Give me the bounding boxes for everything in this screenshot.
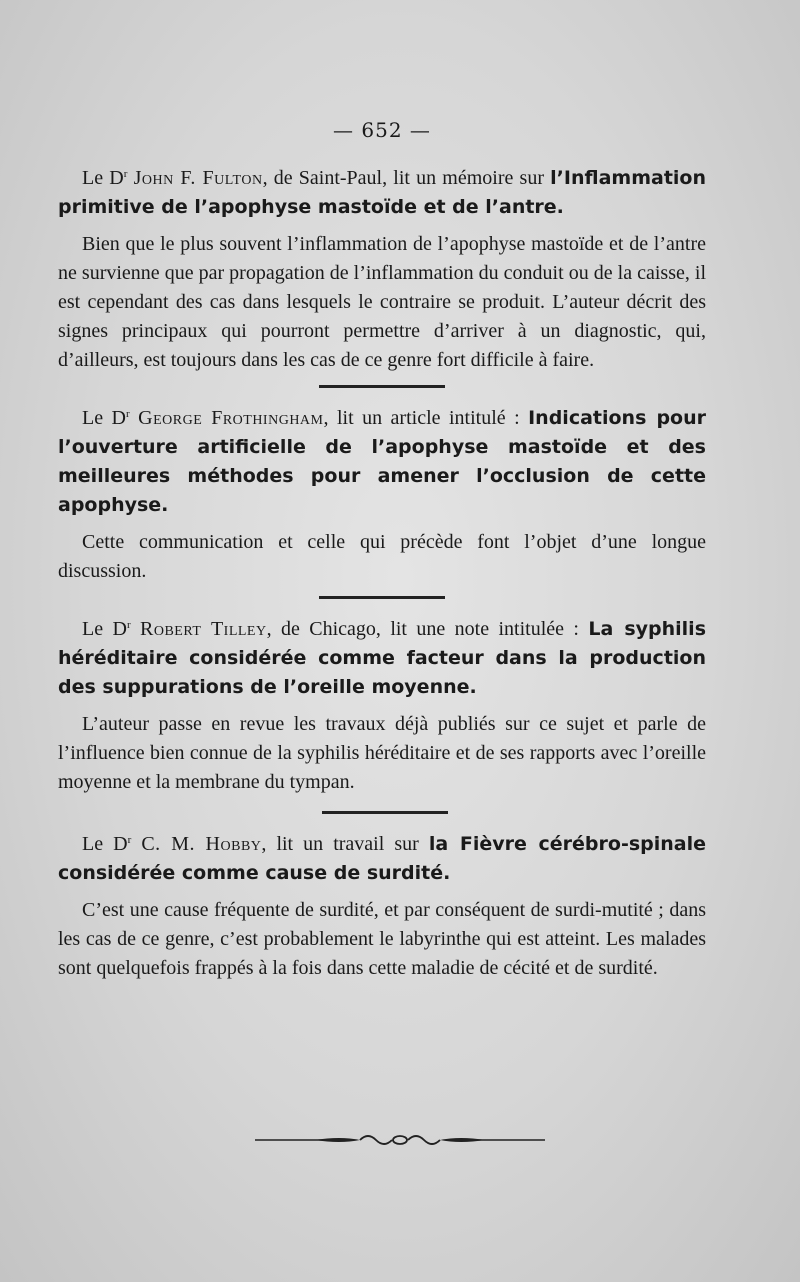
article-title: la Fièvre cérébro-spinale considérée comme cause de surdité. <box>58 833 707 884</box>
title-abbrev-sup: r <box>126 408 130 420</box>
article-intro <box>58 830 706 888</box>
author-name: George Frothingham <box>138 407 324 429</box>
section-divider <box>319 385 445 388</box>
title-abbrev-sup: r <box>126 619 131 631</box>
article-title: l’Inflammation primitive de l’apophyse mastoïde et de l’antre. <box>58 167 706 218</box>
title-abbrev-sup: r <box>127 834 132 846</box>
article-title: La syphilis héréditaire considérée comme facteur dans la production des suppurations de l’oreille moyenne. <box>58 618 707 698</box>
article-body: L’auteur passe en revue les travaux déjà publiés sur ce sujet et parle de l’influence bien connue de la syphilis héréditaire et de ses rapports avec l’oreille moyenne et la membrane du tympan. <box>58 713 706 793</box>
title-abbrev-sup: r <box>123 168 128 180</box>
article-body: Bien que le plus souvent l’inflammation de l’apophyse mastoïde et de l’antre ne survienne que par propagation de l’inflammation du conduit ou de la caisse, il est cependant des cas dans lesquels le contraire se produit. L’auteur décrit des signes principaux qui pourront permettre d’arriver à un diagnostic, qui, d’ailleurs, est toujours dans les cas de ce genre fort difficile à faire. <box>58 233 706 371</box>
lead-text: Le D <box>82 618 127 640</box>
article-intro <box>58 404 706 520</box>
article-frothingham <box>58 404 706 586</box>
intro-text: , lit un article intitulé : <box>323 407 529 429</box>
lead-text: Le D <box>82 833 128 855</box>
author-name: Robert Tilley <box>140 618 267 640</box>
lead-text: Le D <box>82 167 124 189</box>
author-name: C. M. Hobby <box>141 833 262 855</box>
section-divider <box>319 596 445 599</box>
author-name: John F. Fulton <box>133 167 263 189</box>
intro-text: , de Saint-Paul, lit un mémoire sur <box>262 167 551 189</box>
article-body: Cette communication et celle qui précède font l’objet d’une longue discussion. <box>58 531 706 582</box>
page-number: — 652 — <box>333 118 431 142</box>
intro-text: , de Chicago, lit une note intitulée : <box>266 618 589 640</box>
article-intro <box>58 164 706 222</box>
article-fulton <box>58 164 706 375</box>
end-ornament-icon <box>255 1130 545 1150</box>
article-intro <box>58 615 706 702</box>
article-body: C’est une cause fréquente de surdité, et par conséquent de surdi-mutité ; dans les cas de ce genre, c’est probablement le labyrinthe qui est atteint. Les malades sont quelquefois frappés à la fois dans cette maladie de cécité et de surdité. <box>58 899 706 979</box>
page-content <box>58 118 706 983</box>
article-hobby <box>58 830 706 983</box>
section-divider <box>322 811 448 814</box>
article-tilley <box>58 615 706 797</box>
lead-text: Le D <box>82 407 126 429</box>
intro-text: , lit un travail sur <box>261 833 429 855</box>
article-title: Indications pour l’ouverture artificielle de l’apophyse mastoïde et des meilleures méthodes pour amener l’occlusion de cette apophyse. <box>58 407 707 516</box>
